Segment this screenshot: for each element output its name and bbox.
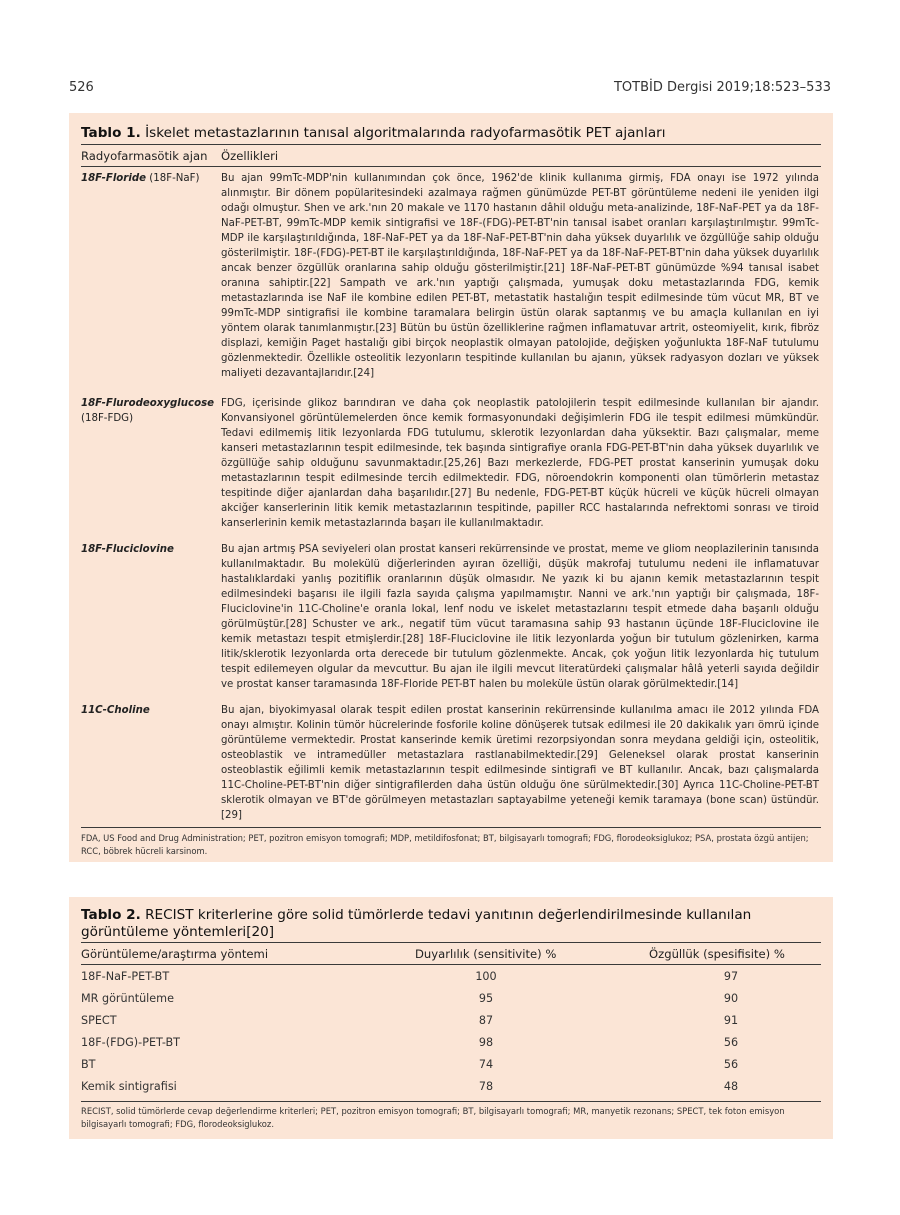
- table-1-row-text: Bu ajan 99mTc-MDP'nin kullanımından çok önce, 1962'de klinik kullanıma girmiş, FDA onayı ise 1972 yılında alınmıştır. Bir dönem popülaritesindeki azalmaya rağmen günümüzde PET-BT görüntüleme nedeni ile yeniden ilgi odağı olmuştur. Shen ve ark.'nın 20 makale ve 1170 hastanın dâhil olduğu meta-analizinde, 18F-NaF-PET ya da 18F-NaF-PET-BT, 99mTc-MDP kemik sintigrafisi ve 18F-(FDG)-PET-BT'nin tanısal isabet oranları karşılaştırılmıştır. 99mTc-MDP ile karşılaştırıldığında, 18F-NaF-PET ya da 18F-NaF-PET-BT'nin daha yüksek duyarlılık ve özgüllüğe sahip olduğu gösterilmiştir. 18F-(FDG)-PET-BT ile karşılaştırıldığında, 18F-NaF-PET ya da 18F-NaF-PET-BT'nin daha yüksek duyarlılık ancak benzer özgüllük oranlarına sahip olduğu gösterilmiştir.[21] 18F-NaF-PET-BT günümüzde %94 tanısal isabet oranına sahiptir.[22] Sampath ve ark.'nın yaptığı çalışmada, yumuşak doku metastazlarında FDG, kemik metastazlarında ise NaF ile kombine edilen PET-BT, metastatik hastalığın tespit edilmesinde tüm vücut MR, BT ve 99mTc-MDP sintigrafisi ile kombine taramalara belirgin üstün olarak saptanmış ve bu amaçla kullanılan en iyi yöntem olarak tanımlanmıştır.[23] Bütün bu üstün özelliklerine rağmen inflamatuvar artrit, osteomiyelit, kırık, fibröz displazi, kemiğin Paget hastalığı gibi birçok neoplastik olmayan patolojide, değişken yoğunlukta 18F-NaF tutulumu gözlenmektedir. Özellikle osteolitik lezyonların tespitinde kullanılan bu ajanın, yüksek radyasyon dozları ve yüksek maliyeti dezavantajlarıdır.[24]: [221, 173, 819, 379]
- sensitivity-cell: 74: [478, 1058, 494, 1071]
- table-1-row-text: Bu ajan, biyokimyasal olarak tespit edilen prostat kanserinin rekürrensinde kullanılma amacı ile 2012 yılında FDA onayı almıştır. Kolinin tümör hücrelerinde fosforile koline dönüşerek tutsak edilmesi ile 20 dakikalık yarı ömrü içinde görüntüleme vermektedir. Prostat kanserinde kemik üretimi rezorpsiyondan sonra meydana geldiği için, osteolitik, osteoblastik ve intramedüller metastazlara rastlanabilmektedir.[29] Geleneksel olarak prostat kanserinin osteoblastik eğilimli kemik metastazlarının tespit edilmesinde sintigrafi ve BT kullanılır. Ancak, bazı çalışmalarda 11C-Choline-PET-BT'nin diğer sintigrafilerden daha üstün olduğu öne sürülmektedir.[30] Ayrıca 11C-Choline-PET-BT sklerotik olmayan ve BT'de görülmeyen metastazları saptayabilme yeteneği kemik taramaya (bone scan) üstündür.[29]: [221, 705, 819, 821]
- specificity-cell: 90: [723, 992, 739, 1005]
- table-2-bottom-rule: [81, 1101, 821, 1102]
- table-2-col-specificity: Özgüllük (spesifisite) %: [649, 947, 785, 961]
- table-1-col-agent: Radyofarmasötik ajan: [81, 149, 208, 163]
- table-row: [81, 967, 821, 989]
- table-row: [81, 989, 821, 1011]
- table-2: [69, 897, 833, 1139]
- table-2-caption: RECIST kriterlerine göre solid tümörlerde tedavi yanıtının değerlendirilmesinde kullanılan görüntüleme yöntemleri[20]: [81, 907, 752, 940]
- table-1-top-rule: [81, 144, 821, 145]
- table-2-title: [81, 907, 821, 941]
- method-cell: MR görüntüleme: [81, 992, 174, 1005]
- table-row: [81, 1055, 821, 1077]
- specificity-cell: 48: [723, 1080, 739, 1093]
- table-1-header-rule: [81, 166, 821, 167]
- sensitivity-cell: 87: [478, 1014, 494, 1027]
- table-1-col-properties: Özellikleri: [221, 149, 279, 163]
- table-2-col-method: Görüntüleme/araştırma yöntemi: [81, 947, 269, 961]
- table-2-label: Tablo 2.: [81, 907, 141, 923]
- table-2-top-rule: [81, 942, 821, 943]
- sensitivity-cell: 98: [478, 1036, 494, 1049]
- table-1-row-name: 18F-Fluciclovine: [81, 544, 174, 555]
- table-2-header-rule: [81, 964, 821, 965]
- specificity-cell: 91: [723, 1014, 739, 1027]
- running-header: [69, 80, 831, 100]
- table-1-row-text: Bu ajan artmış PSA seviyeleri olan prostat kanseri rekürrensinde ve prostat, meme ve gliom neoplazilerinin tanısında kullanılmaktadır. Bu molekülü diğerlerinden ayıran özelliği, düşük makrofaj tutulumu nedeni ile inflamatuvar hastalıklardaki yanlış pozitiflik oranlarının düşük olmasıdır. Ne yazık ki bu ajanın kemik metastazlarının tespit edilmesindeki başarısı ile ilgili fazla sayıda çalışma yapılmamıştır. Nanni ve ark.'nın yaptığı bir çalışmada, 18F-Fluciclovine'in 11C-Choline'e oranla lokal, lenf nodu ve iskelet metastazlarını tespit etmede daha başarılı olduğu görülmüştür.[28] Schuster ve ark., negatif tüm vücut taramasına sahip 93 hastanın üçünde 18F-Fluciclovine ile kemik metastazı tespit etmişlerdir.[28] 18F-Fluciclovine ile litik lezyonlarda yoğun bir tutulum gözlenirken, karma litik/sklerotik lezyonlarda orta derecede bir tutulum gözlenmekte. Ancak, çok yoğun litik lezyonlarda hiç tutulum tespit edilemeyen olgular da mevcuttur. Bu ajan ile ilgili mevcut literatürdeki çalışmalar hâlâ yeterli sayıda değildir ve prostat kanser taramasında 18F-Floride PET-BT halen bu moleküle üstün olarak görülmektedir.[14]: [221, 544, 819, 690]
- sensitivity-cell: 100: [475, 970, 497, 983]
- table-2-col-sensitivity: Duyarlılık (sensitivite) %: [415, 947, 557, 961]
- table-2-footnote: RECIST, solid tümörlerde cevap değerlendirme kriterleri; PET, pozitron emisyon tomografi; BT, bilgisayarlı tomografi; MR, manyetik rezonans; SPECT, tek foton emisyon bilgisayarlı tomografi; FDG, florodeoksiglukoz.: [81, 1106, 785, 1129]
- method-cell: BT: [81, 1058, 96, 1071]
- method-cell: SPECT: [81, 1014, 117, 1027]
- table-1-bottom-rule: [81, 827, 821, 828]
- method-cell: 18F-(FDG)-PET-BT: [81, 1036, 180, 1049]
- sensitivity-cell: 95: [478, 992, 494, 1005]
- page-number: 526: [69, 80, 94, 95]
- table-1-footnote: FDA, US Food and Drug Administration; PET, pozitron emisyon tomografi; MDP, metildifosfonat; BT, bilgisayarlı tomografi; FDG, florodeoksiglukoz; PSA, prostata özgü antijen; RCC, böbrek hücreli karsinom.: [81, 833, 809, 856]
- table-row: [81, 1011, 821, 1033]
- specificity-cell: 56: [723, 1036, 739, 1049]
- table-1: [69, 113, 833, 862]
- table-1-title: [81, 125, 821, 142]
- sensitivity-cell: 78: [478, 1080, 494, 1093]
- table-1-label: Tablo 1.: [81, 125, 141, 141]
- table-1-row-name: 11C-Choline: [81, 705, 150, 716]
- specificity-cell: 56: [723, 1058, 739, 1071]
- table-1-row-name: 18F-Floride (18F-NaF): [81, 173, 200, 184]
- table-row: [81, 1033, 821, 1055]
- method-cell: Kemik sintigrafisi: [81, 1080, 177, 1093]
- method-cell: 18F-NaF-PET-BT: [81, 970, 170, 983]
- table-1-caption: İskelet metastazlarının tanısal algoritmalarında radyofarmasötik PET ajanları: [145, 125, 666, 141]
- journal-citation: TOTBİD Dergisi 2019;18:523–533: [613, 80, 831, 95]
- table-1-row-text: FDG, içerisinde glikoz barındıran ve daha çok neoplastik patolojilerin tespit edilmesinde kullanılan bir ajandır. Konvansiyonel görüntülemelerden önce kemik formasyonundaki değişimlerin FDG ile tespit edilmesi mümkündür. Tedavi edilmemiş litik lezyonlarda FDG tutulumu, sklerotik lezyonlardan daha yüksektir. Bazı çalışmalar, meme kanseri metastazlarının tespit edilmesinde, tek başında sintigrafiye oranla FDG-PET-BT'nin daha yüksek duyarlılık ve özgüllüğe sahip olduğunu savunmaktadır.[25,26] Bazı merkezlerde, FDG-PET prostat kanserinin yumuşak doku metastazlarının tespit edilmesinde tercih edilmektedir. FDG, nöroendokrin komponenti olan tümörlerin metastaz tespitinde diğer ajanlardan daha başarılıdır.[27] Bu nedenle, FDG-PET-BT küçük hücreli ve küçük hücreli olmayan akciğer kanserlerinin litik kemik metastazlarının tespitinde, papiller RCC hastalarında nefrektomi sonrası ve tiroid kanserlerinin kemik metastazlarında başarı ile kullanılmaktadır.: [221, 398, 819, 529]
- specificity-cell: 97: [723, 970, 739, 983]
- table-1-row-name: 18F-Flurodeoxyglucose (18F-FDG): [81, 398, 215, 424]
- table-row: [81, 1077, 821, 1099]
